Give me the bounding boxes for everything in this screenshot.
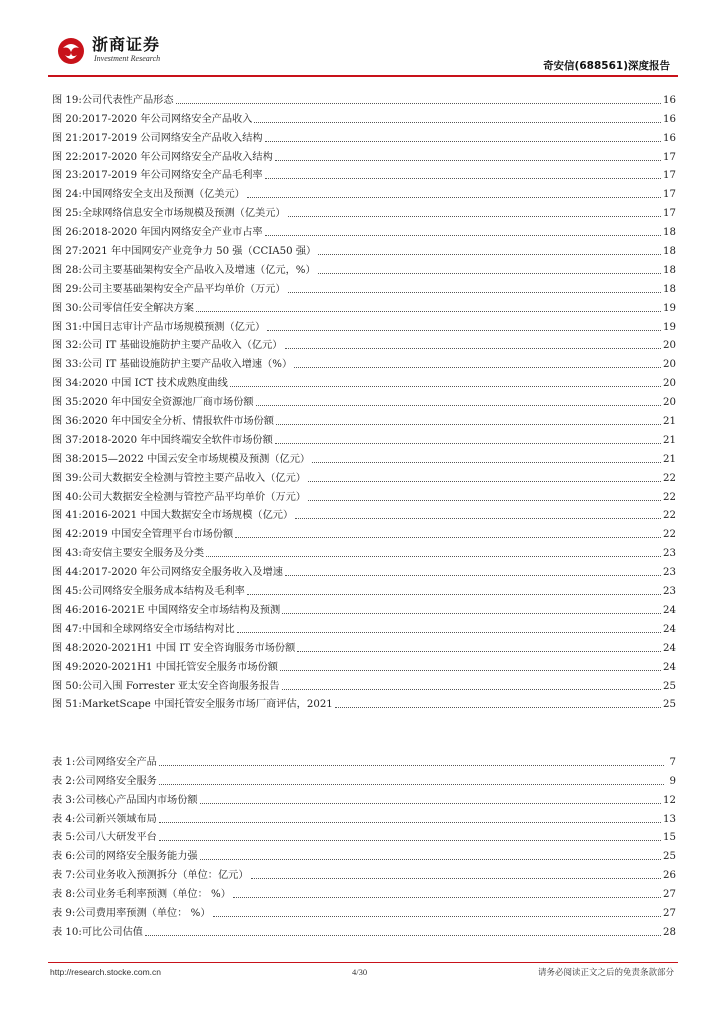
entry-number: 图 46: [52, 604, 82, 616]
entry-title: 2018-2020 年国内网络安全产业市占率 [81, 227, 263, 239]
entry-number: 图 50: [52, 680, 82, 692]
entry-number: 图 31: [52, 321, 82, 333]
entry-title: 公司 IT 基础设施防护主要产品收入（亿元） [81, 340, 283, 352]
figure-toc-entry[interactable] [52, 466, 676, 485]
figure-toc-entry[interactable] [52, 485, 676, 504]
entry-page-number: 26 [663, 870, 676, 882]
zheshang-securities-logo-icon [56, 36, 86, 66]
entry-page-number: 22 [663, 510, 676, 522]
entry-page-number: 21 [663, 453, 676, 465]
dot-leader [275, 159, 661, 161]
entry-title: 中国日志审计产品市场规模预测（亿元） [81, 321, 266, 333]
entry-title: 2019 中国安全管理平台市场份额 [81, 529, 234, 541]
dot-leader [200, 858, 661, 860]
entry-page-number: 22 [663, 491, 676, 503]
entry-page-number: 25 [663, 680, 676, 692]
figure-toc-entry[interactable] [52, 447, 676, 466]
figure-toc-entry[interactable] [52, 239, 676, 258]
entry-number: 图 47: [52, 623, 82, 635]
entry-title: 2017-2020 年公司网络安全产品收入 [81, 113, 253, 125]
entry-page-number: 23 [663, 567, 676, 579]
figure-toc-entry[interactable] [52, 88, 676, 107]
entry-title: 公司网络安全产品 [75, 756, 157, 768]
dot-leader [265, 177, 661, 179]
dot-leader [237, 631, 661, 633]
entry-number: 图 25: [52, 208, 82, 220]
entry-number: 表 6: [52, 851, 76, 863]
table-toc-entry[interactable] [52, 750, 676, 769]
figure-toc-entry[interactable] [52, 636, 676, 655]
dot-leader [288, 291, 661, 293]
table-toc-entry[interactable] [52, 826, 676, 845]
entry-page-number: 20 [663, 397, 676, 409]
dot-leader [265, 140, 661, 142]
entry-number: 表 5: [52, 832, 76, 844]
entry-number: 图 36: [52, 416, 82, 428]
entry-title: 2021 年中国网安产业竞争力 50 强（CCIA50 强） [81, 246, 317, 258]
entry-title: 公司代表性产品形态 [81, 94, 174, 106]
entry-title: 公司大数据安全检测与管控主要产品收入（亿元） [81, 472, 306, 484]
entry-number: 表 8: [52, 889, 76, 901]
dot-leader [308, 499, 661, 501]
table-toc-entry[interactable] [52, 788, 676, 807]
figure-toc-entry[interactable] [52, 352, 676, 371]
entry-number: 表 2: [52, 775, 76, 787]
page-number: 4/30 [352, 967, 368, 977]
entry-number: 表 3: [52, 794, 76, 806]
dot-leader [213, 915, 662, 917]
dot-leader [308, 480, 661, 482]
entry-title: 可比公司估值 [81, 926, 143, 938]
page-header [48, 28, 676, 74]
entry-title: 公司 IT 基础设施防护主要产品收入增速（%） [81, 359, 293, 371]
figure-toc-entry[interactable] [52, 371, 676, 390]
entry-page-number: 16 [663, 94, 676, 106]
entry-number: 图 27: [52, 246, 82, 258]
dot-leader [206, 555, 661, 557]
entry-page-number: 28 [663, 926, 676, 938]
dot-leader [159, 783, 664, 785]
entry-title: 公司入围 Forrester 亚太安全咨询服务报告 [81, 680, 280, 692]
entry-title: 2015—2022 中国云安全市场规模及预测（亿元） [81, 453, 311, 465]
figure-toc-entry[interactable] [52, 560, 676, 579]
entry-title: 2016-2021 中国大数据安全市场规模（亿元） [81, 510, 294, 522]
figure-toc-entry[interactable] [52, 164, 676, 183]
dot-leader [247, 196, 661, 198]
figure-toc-entry[interactable] [52, 409, 676, 428]
entry-page-number: 23 [663, 586, 676, 598]
entry-number: 图 37: [52, 434, 82, 446]
dot-leader [196, 310, 661, 312]
dot-leader [275, 442, 661, 444]
entry-number: 图 30: [52, 302, 82, 314]
entry-number: 图 24: [52, 189, 82, 201]
dot-leader [247, 593, 661, 595]
dot-leader [297, 650, 661, 652]
entry-title: 公司业务收入预测拆分（单位：亿元） [75, 870, 249, 882]
dot-leader [282, 688, 661, 690]
entry-number: 图 48: [52, 642, 82, 654]
entry-title: 公司八大研发平台 [75, 832, 157, 844]
entry-number: 图 42: [52, 529, 82, 541]
entry-page-number: 22 [663, 529, 676, 541]
entry-number: 图 49: [52, 661, 82, 673]
entry-title: 公司的网络安全服务能力强 [75, 851, 198, 863]
figure-toc-entry[interactable] [52, 428, 676, 447]
entry-page-number: 18 [663, 227, 676, 239]
entry-page-number: 24 [663, 642, 676, 654]
entry-page-number: 24 [663, 623, 676, 635]
entry-number: 图 20: [52, 113, 82, 125]
footer-divider [48, 962, 678, 963]
entry-number: 表 10: [52, 926, 82, 938]
entry-number: 图 33: [52, 359, 82, 371]
entry-number: 图 35: [52, 397, 82, 409]
entry-page-number: 7 [669, 756, 676, 768]
figure-toc-entry[interactable] [52, 504, 676, 523]
table-toc-entry[interactable] [52, 769, 676, 788]
entry-page-number: 9 [669, 775, 676, 787]
entry-number: 图 51: [52, 699, 82, 711]
dot-leader [159, 821, 661, 823]
entry-number: 图 43: [52, 548, 82, 560]
figure-toc-entry[interactable] [52, 334, 676, 353]
entry-title: 2020 中国 ICT 技术成熟度曲线 [81, 378, 228, 390]
entry-number: 表 4: [52, 813, 76, 825]
table-toc-entry[interactable] [52, 882, 676, 901]
dot-leader [282, 612, 661, 614]
dot-leader [159, 764, 664, 766]
table-toc-entry[interactable] [52, 844, 676, 863]
entry-page-number: 23 [663, 548, 676, 560]
entry-title: 公司核心产品国内市场份额 [75, 794, 198, 806]
footer-url[interactable]: http://research.stocke.com.cn [50, 967, 162, 977]
entry-title: 2020-2021H1 中国 IT 安全咨询服务市场份额 [81, 642, 296, 654]
entry-page-number: 18 [663, 264, 676, 276]
dot-leader [285, 574, 661, 576]
entry-title: 公司大数据安全检测与管控产品平均单价（万元） [81, 491, 306, 503]
table-toc-entry[interactable] [52, 863, 676, 882]
entry-number: 图 45: [52, 586, 82, 598]
entry-page-number: 18 [663, 283, 676, 295]
dot-leader [318, 272, 661, 274]
figure-toc-entry[interactable] [52, 220, 676, 239]
dot-leader [280, 669, 661, 671]
dot-leader [233, 896, 661, 898]
entry-page-number: 16 [663, 132, 676, 144]
figure-toc-entry[interactable] [52, 598, 676, 617]
entry-page-number: 22 [663, 472, 676, 484]
entry-page-number: 17 [663, 170, 676, 182]
entry-number: 图 38: [52, 453, 82, 465]
figure-list [52, 88, 676, 711]
entry-page-number: 16 [663, 113, 676, 125]
entry-page-number: 12 [663, 794, 676, 806]
dot-leader [200, 802, 661, 804]
dot-leader [288, 215, 661, 217]
entry-number: 图 28: [52, 264, 82, 276]
dot-leader [145, 934, 661, 936]
entry-number: 图 21: [52, 132, 82, 144]
entry-number: 图 32: [52, 340, 82, 352]
entry-page-number: 18 [663, 246, 676, 258]
figure-toc-entry[interactable] [52, 296, 676, 315]
entry-number: 表 7: [52, 870, 76, 882]
entry-page-number: 25 [663, 851, 676, 863]
figure-toc-entry[interactable] [52, 315, 676, 334]
report-title: 奇安信(688561)深度报告 [543, 60, 670, 72]
entry-number: 图 40: [52, 491, 82, 503]
dot-leader [254, 121, 661, 123]
figure-toc-entry[interactable] [52, 277, 676, 296]
dot-leader [312, 461, 661, 463]
entry-page-number: 21 [663, 416, 676, 428]
footer-disclaimer: 请务必阅读正文之后的免责条款部分 [537, 968, 674, 978]
entry-title: 2017-2020 年公司网络安全产品收入结构 [81, 151, 273, 163]
figure-toc-entry[interactable] [52, 201, 676, 220]
brand-name-en: Investment Research [94, 54, 161, 63]
dot-leader [176, 102, 662, 104]
dot-leader [295, 517, 661, 519]
entry-title: 全球网络信息安全市场规模及预测（亿美元） [81, 208, 286, 220]
figure-toc-entry[interactable] [52, 390, 676, 409]
entry-page-number: 13 [663, 813, 676, 825]
entry-title: 2017-2020 年公司网络安全服务收入及增速 [81, 567, 283, 579]
entry-page-number: 21 [663, 434, 676, 446]
dot-leader [251, 877, 662, 879]
table-toc-entry[interactable] [52, 920, 676, 939]
dot-leader [256, 404, 661, 406]
entry-title: 公司新兴领域布局 [75, 813, 157, 825]
brand-name-cn: 浙商证券 [92, 35, 161, 54]
dot-leader [267, 329, 661, 331]
entry-number: 图 41: [52, 510, 82, 522]
entry-page-number: 20 [663, 359, 676, 371]
figure-toc-entry[interactable] [52, 541, 676, 560]
dot-leader [235, 536, 661, 538]
figure-toc-entry[interactable] [52, 182, 676, 201]
entry-page-number: 24 [663, 661, 676, 673]
entry-page-number: 25 [663, 699, 676, 711]
table-list [52, 750, 676, 939]
entry-title: 奇安信主要安全服务及分类 [81, 548, 205, 560]
entry-title: 公司主要基础架构安全产品收入及增速（亿元，%） [81, 264, 316, 276]
entry-title: 2017-2019 公司网络安全产品收入结构 [81, 132, 263, 144]
table-toc-entry[interactable] [52, 807, 676, 826]
figure-toc-entry[interactable] [52, 126, 676, 145]
entry-title: 2020 年中国安全资源池厂商市场份额 [81, 397, 254, 409]
dot-leader [318, 253, 661, 255]
dot-leader [276, 423, 661, 425]
entry-title: 2020 年中国安全分析、情报软件市场份额 [81, 416, 274, 428]
entry-number: 图 44: [52, 567, 82, 579]
entry-number: 图 23: [52, 170, 82, 182]
entry-page-number: 20 [663, 340, 676, 352]
dot-leader [335, 706, 661, 708]
figure-toc-entry[interactable] [52, 655, 676, 674]
entry-title: 中国网络安全支出及预测（亿美元） [81, 189, 245, 201]
entry-title: 公司零信任安全解决方案 [81, 302, 194, 314]
dot-leader [265, 234, 661, 236]
figure-toc-entry[interactable] [52, 674, 676, 693]
figure-toc-entry[interactable] [52, 579, 676, 598]
table-toc-entry[interactable] [52, 901, 676, 920]
entry-title: 公司网络安全服务 [75, 775, 157, 787]
entry-page-number: 17 [663, 189, 676, 201]
header-divider [48, 75, 678, 77]
dot-leader [159, 839, 661, 841]
entry-number: 图 22: [52, 151, 82, 163]
entry-number: 图 39: [52, 472, 82, 484]
entry-title: MarketScape 中国托管安全服务市场厂商评估，2021 [81, 699, 333, 711]
figure-toc-entry[interactable] [52, 107, 676, 126]
entry-title: 2016-2021E 中国网络安全市场结构及预测 [81, 604, 281, 616]
entry-page-number: 20 [663, 378, 676, 390]
entry-title: 公司费用率预测（单位： %） [75, 908, 211, 920]
entry-page-number: 17 [663, 151, 676, 163]
entry-page-number: 19 [663, 302, 676, 314]
entry-title: 2020-2021H1 中国托管安全服务市场份额 [81, 661, 278, 673]
entry-page-number: 27 [663, 889, 676, 901]
entry-title: 2018-2020 年中国终端安全软件市场份额 [81, 434, 273, 446]
entry-number: 图 29: [52, 283, 82, 295]
entry-number: 图 26: [52, 227, 82, 239]
entry-title: 公司网络安全服务成本结构及毛利率 [81, 586, 245, 598]
figure-toc-entry[interactable] [52, 258, 676, 277]
entry-page-number: 15 [663, 832, 676, 844]
entry-number: 图 19: [52, 94, 82, 106]
entry-page-number: 24 [663, 604, 676, 616]
entry-page-number: 17 [663, 208, 676, 220]
dot-leader [285, 347, 662, 349]
entry-number: 图 34: [52, 378, 82, 390]
dot-leader [230, 385, 661, 387]
entry-title: 公司业务毛利率预测（单位： %） [75, 889, 231, 901]
entry-page-number: 19 [663, 321, 676, 333]
figure-toc-entry[interactable] [52, 522, 676, 541]
figure-toc-entry[interactable] [52, 617, 676, 636]
entry-page-number: 27 [663, 908, 676, 920]
entry-number: 表 9: [52, 908, 76, 920]
figure-toc-entry[interactable] [52, 693, 676, 712]
entry-number: 表 1: [52, 756, 76, 768]
entry-title: 2017-2019 年公司网络安全产品毛利率 [81, 170, 263, 182]
entry-title: 中国和全球网络安全市场结构对比 [81, 623, 235, 635]
entry-title: 公司主要基础架构安全产品平均单价（万元） [81, 283, 286, 295]
dot-leader [294, 366, 661, 368]
figure-toc-entry[interactable] [52, 145, 676, 164]
